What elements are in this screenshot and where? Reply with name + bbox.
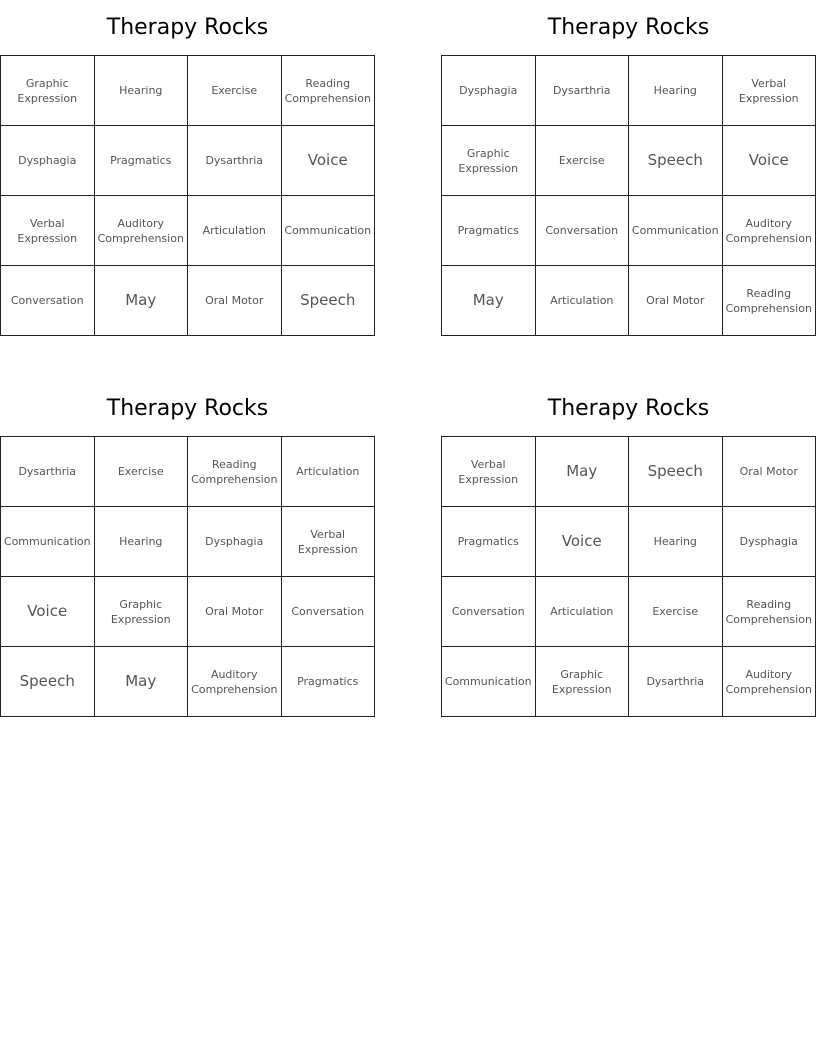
bingo-cell: Auditory Comprehension: [723, 196, 816, 266]
bingo-cell: Communication: [282, 196, 376, 266]
bingo-cell: Conversation: [536, 196, 630, 266]
bingo-cell: Communication: [442, 647, 536, 717]
bingo-cell: Voice: [1, 577, 95, 647]
bingo-cell: Dysarthria: [629, 647, 723, 717]
bingo-cell: Speech: [629, 126, 723, 196]
bingo-cell: Auditory Comprehension: [95, 196, 189, 266]
bingo-cell: Articulation: [536, 266, 630, 336]
bingo-cell: Verbal Expression: [1, 196, 95, 266]
bingo-cell: Oral Motor: [188, 266, 282, 336]
card-title: Therapy Rocks: [547, 15, 710, 40]
bingo-cell: Voice: [723, 126, 816, 196]
bingo-cell: Exercise: [95, 437, 189, 507]
bingo-cell: Pragmatics: [442, 507, 536, 577]
bingo-cell: Graphic Expression: [1, 56, 95, 126]
bingo-cell: Speech: [1, 647, 95, 717]
bingo-cell: Pragmatics: [442, 196, 536, 266]
bingo-cell: Reading Comprehension: [723, 266, 816, 336]
bingo-grid: [441, 55, 816, 336]
bingo-cell: Verbal Expression: [282, 507, 376, 577]
bingo-cell: Auditory Comprehension: [188, 647, 282, 717]
bingo-cell: Voice: [282, 126, 376, 196]
bingo-cell: Speech: [282, 266, 376, 336]
bingo-grid: [0, 55, 375, 336]
card-title: Therapy Rocks: [106, 396, 269, 421]
bingo-cell: Pragmatics: [95, 126, 189, 196]
bingo-grid: [0, 436, 375, 717]
bingo-cell: Articulation: [188, 196, 282, 266]
bingo-cell: Conversation: [1, 266, 95, 336]
bingo-cell: Verbal Expression: [442, 437, 536, 507]
bingo-cell: Oral Motor: [188, 577, 282, 647]
bingo-cell: Dysphagia: [723, 507, 816, 577]
bingo-card-4: [441, 381, 816, 717]
bingo-cell: Auditory Comprehension: [723, 647, 816, 717]
bingo-cell: Hearing: [629, 56, 723, 126]
bingo-cell: Oral Motor: [629, 266, 723, 336]
bingo-cell: Dysarthria: [1, 437, 95, 507]
bingo-cell: Exercise: [536, 126, 630, 196]
bingo-grid: [441, 436, 816, 717]
bingo-cell: Exercise: [188, 56, 282, 126]
bingo-cell: Dysphagia: [1, 126, 95, 196]
bingo-cell: Speech: [629, 437, 723, 507]
bingo-cell: Conversation: [282, 577, 376, 647]
bingo-cell: Articulation: [282, 437, 376, 507]
bingo-cell: Dysphagia: [188, 507, 282, 577]
bingo-cell: May: [95, 647, 189, 717]
bingo-cell: Hearing: [95, 56, 189, 126]
bingo-cell: Voice: [536, 507, 630, 577]
bingo-cell: Oral Motor: [723, 437, 816, 507]
bingo-cell: May: [95, 266, 189, 336]
bingo-cell: Dysarthria: [188, 126, 282, 196]
bingo-cell: Exercise: [629, 577, 723, 647]
bingo-card-2: [441, 0, 816, 336]
card-title: Therapy Rocks: [547, 396, 710, 421]
bingo-cell: Reading Comprehension: [188, 437, 282, 507]
bingo-cell: Articulation: [536, 577, 630, 647]
bingo-cell: Pragmatics: [282, 647, 376, 717]
card-title: Therapy Rocks: [106, 15, 269, 40]
bingo-cell: Dysphagia: [442, 56, 536, 126]
bingo-cell: May: [442, 266, 536, 336]
bingo-cell: Graphic Expression: [95, 577, 189, 647]
bingo-cell: Verbal Expression: [723, 56, 816, 126]
bingo-card-3: [0, 381, 375, 717]
bingo-cell: Graphic Expression: [536, 647, 630, 717]
bingo-cell: Reading Comprehension: [723, 577, 816, 647]
bingo-cell: Dysarthria: [536, 56, 630, 126]
bingo-cell: Graphic Expression: [442, 126, 536, 196]
bingo-cell: Communication: [629, 196, 723, 266]
bingo-cell: Communication: [1, 507, 95, 577]
bingo-cell: Hearing: [629, 507, 723, 577]
bingo-cell: Conversation: [442, 577, 536, 647]
bingo-cell: Reading Comprehension: [282, 56, 376, 126]
bingo-card-1: [0, 0, 375, 336]
bingo-cell: May: [536, 437, 630, 507]
bingo-cell: Hearing: [95, 507, 189, 577]
